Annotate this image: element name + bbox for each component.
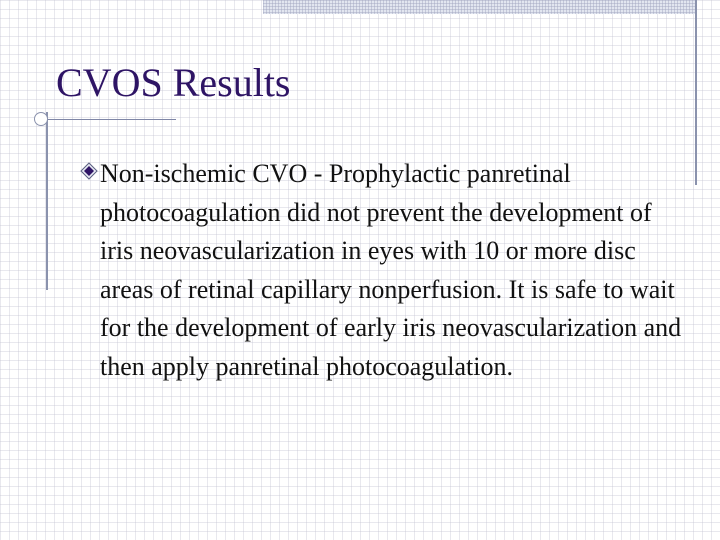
decorative-circle-marker bbox=[34, 112, 48, 126]
decorative-vertical-line-left bbox=[46, 112, 48, 290]
bullet-item bbox=[80, 155, 686, 386]
decorative-vertical-line-right bbox=[695, 0, 697, 185]
bullet-text: Non-ischemic CVO - Prophylactic panretinal photocoagulation did not prevent the development of iris neovascularization in eyes with 10 or more disc areas of retinal capillary nonperfusion. It is safe to wait for the development of early iris neovascularization and then apply panretinal photocoagulation. bbox=[100, 159, 682, 381]
slide-title: CVOS Results bbox=[56, 60, 291, 105]
title-underline-rule bbox=[36, 119, 176, 120]
decorative-corner-block bbox=[263, 0, 697, 14]
diamond-bullet-icon bbox=[80, 162, 98, 180]
